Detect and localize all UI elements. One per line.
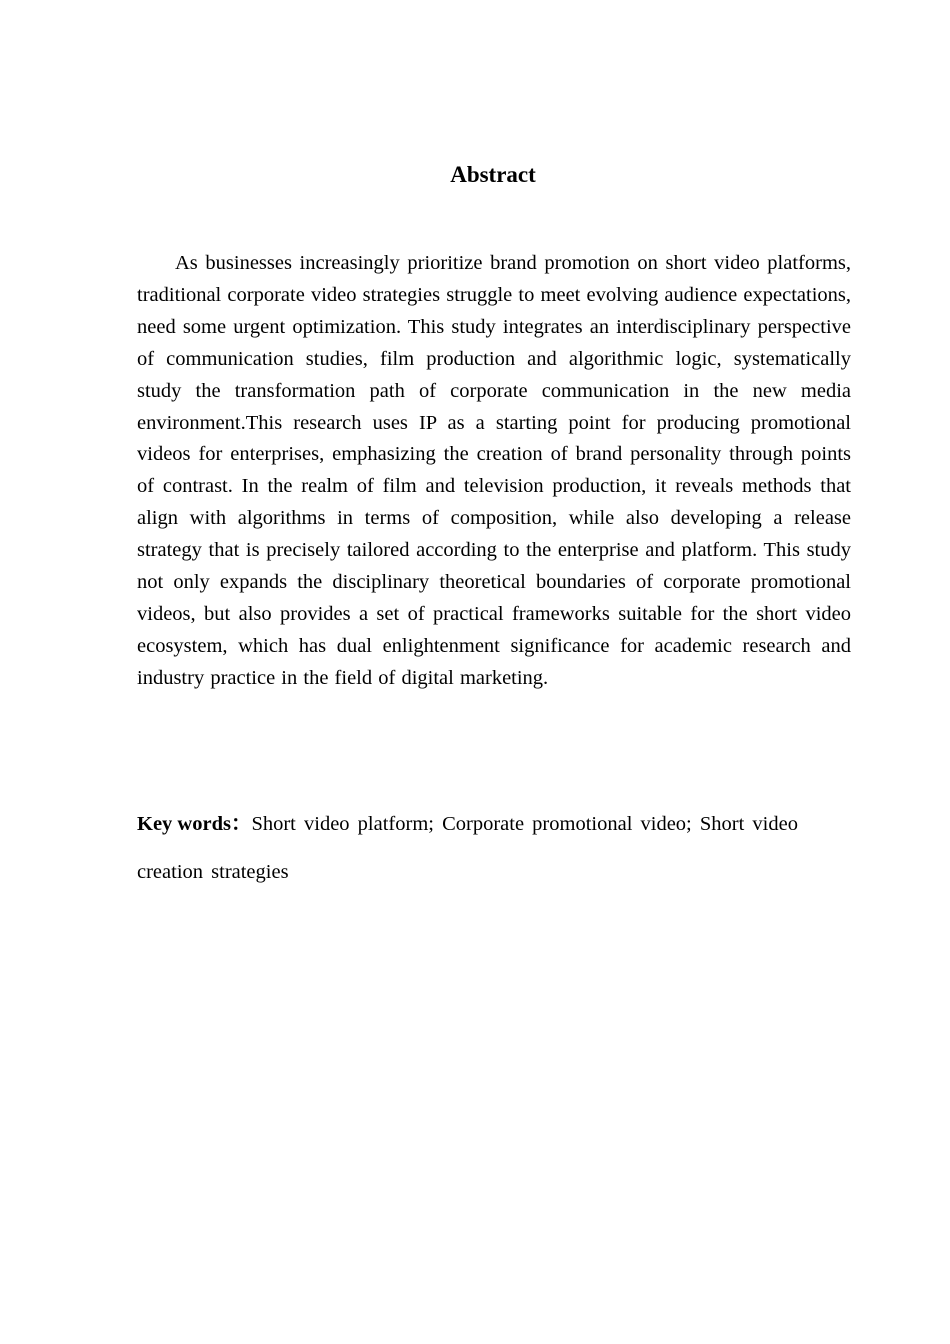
page-title: Abstract (450, 162, 536, 187)
abstract-paragraph: As businesses increasingly prioritize brand promotion on short video platforms, traditional corporate video strategies struggle to meet evolving audience expectations, need some urgent optimization. This study integrates an interdisciplinary perspective of communication studies, film production and algorithmic logic, systematically study the transformation path of corporate communication in the new media environment.This research uses IP as a starting point for producing promotional videos for enterprises, emphasizing the creation of brand personality through points of contrast. In the realm of film and television production, it reveals methods that align with algorithms in terms of composition, while also developing a release strategy that is precisely tailored according to the enterprise and platform. This study not only expands the disciplinary theoretical boundaries of corporate promotional videos, but also provides a set of practical frameworks suitable for the short video ecosystem, which has dual enlightenment significance for academic research and industry practice in the field of digital marketing. (137, 252, 851, 689)
keywords-value: Short video platform; Corporate promotional video; Short video creation strategies (137, 813, 798, 883)
keywords-label: Key words： (137, 813, 252, 835)
keywords-line (137, 800, 827, 896)
